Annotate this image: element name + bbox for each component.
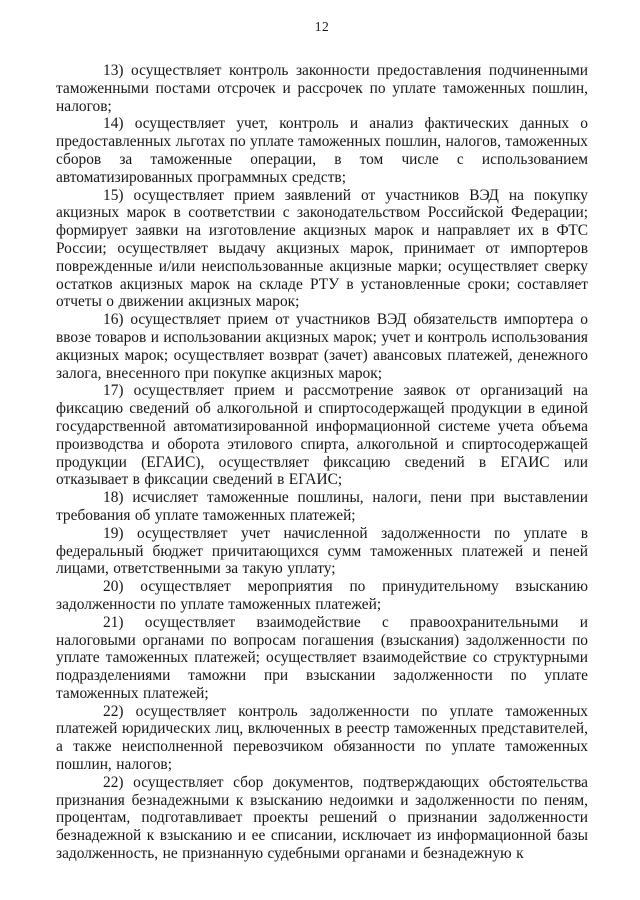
paragraph-item-20: 20) осуществляет мероприятия по принудительному взысканию задолженности по уплате таможенных платежей;: [56, 578, 588, 613]
paragraph-item-17: 17) осуществляет прием и рассмотрение заявок от организаций на фиксацию сведений об алкогольной и спиртосодержащей продукции в единой государственной автоматизированной информационной системе учета объема производства и оборота этилового спирта, алкогольной и спиртосодержащей продукции (ЕГАИС), осуществляет фиксацию сведений в ЕГАИС или отказывает в фиксации сведений в ЕГАИС;: [56, 382, 588, 489]
page-number: 12: [314, 19, 330, 34]
paragraph-item-16: 16) осуществляет прием от участников ВЭД обязательств импортера о ввозе товаров и использовании акцизных марок; учет и контроль использования акцизных марок; осуществляет возврат (зачет) авансовых платежей, денежного залога, внесенного при покупке акцизных марок;: [56, 311, 588, 382]
document-body: [56, 62, 588, 863]
paragraph-item-19: 19) осуществляет учет начисленной задолженности по уплате в федеральный бюджет причитающихся сумм таможенных платежей и пеней лицами, ответственными за такую уплату;: [56, 524, 588, 578]
paragraph-item-22a: 22) осуществляет контроль задолженности по уплате таможенных платежей юридических лиц, включенных в реестр таможенных представителей, а также неисполненной перевозчиком обязанности по уплате таможенных пошлин, налогов;: [56, 702, 588, 774]
paragraph-item-22b: 22) осуществляет сбор документов, подтверждающих обстоятельства признания безнадежными к взысканию недоимки и задолженности по пеням, процентам, подготавливает проекты решений о признании задолженности безнадежной к взысканию и ее списании, исключает из информационной базы задолженность, не признанную судебными органами и безнадежную к: [56, 773, 588, 863]
paragraph-item-18: 18) исчисляет таможенные пошлины, налоги, пени при выставлении требования об уплате таможенных платежей;: [56, 489, 588, 524]
paragraph-item-13: 13) осуществляет контроль законности предоставления подчиненными таможенными постами отсрочек и рассрочек по уплате таможенных пошлин, налогов;: [56, 62, 588, 115]
paragraph-item-21: 21) осуществляет взаимодействие с правоохранительными и налоговыми органами по вопросам погашения (взыскания) задолженности по уплате таможенных платежей; осуществляет взаимодействие со структурными подразделениями таможни при взыскании задолженности по уплате таможенных платежей;: [56, 613, 588, 702]
paragraph-item-15: 15) осуществляет прием заявлений от участников ВЭД на покупку акцизных марок в соответствии с законодательством Российской Федерации; формирует заявки на изготовление акцизных марок и направляет их в ФТС России; осуществляет выдачу акцизных марок, принимает от импортеров поврежденные и/или неиспользованные акцизные марки; осуществляет сверку остатков акцизных марок на складе РТУ в установленные сроки; составляет отчеты о движении акцизных марок;: [56, 186, 588, 311]
paragraph-item-14: 14) осуществляет учет, контроль и анализ фактических данных о предоставленных льготах по уплате таможенных пошлин, налогов, таможенных сборов за таможенные операции, в том числе с использованием автоматизированных программных средств;: [56, 115, 588, 186]
